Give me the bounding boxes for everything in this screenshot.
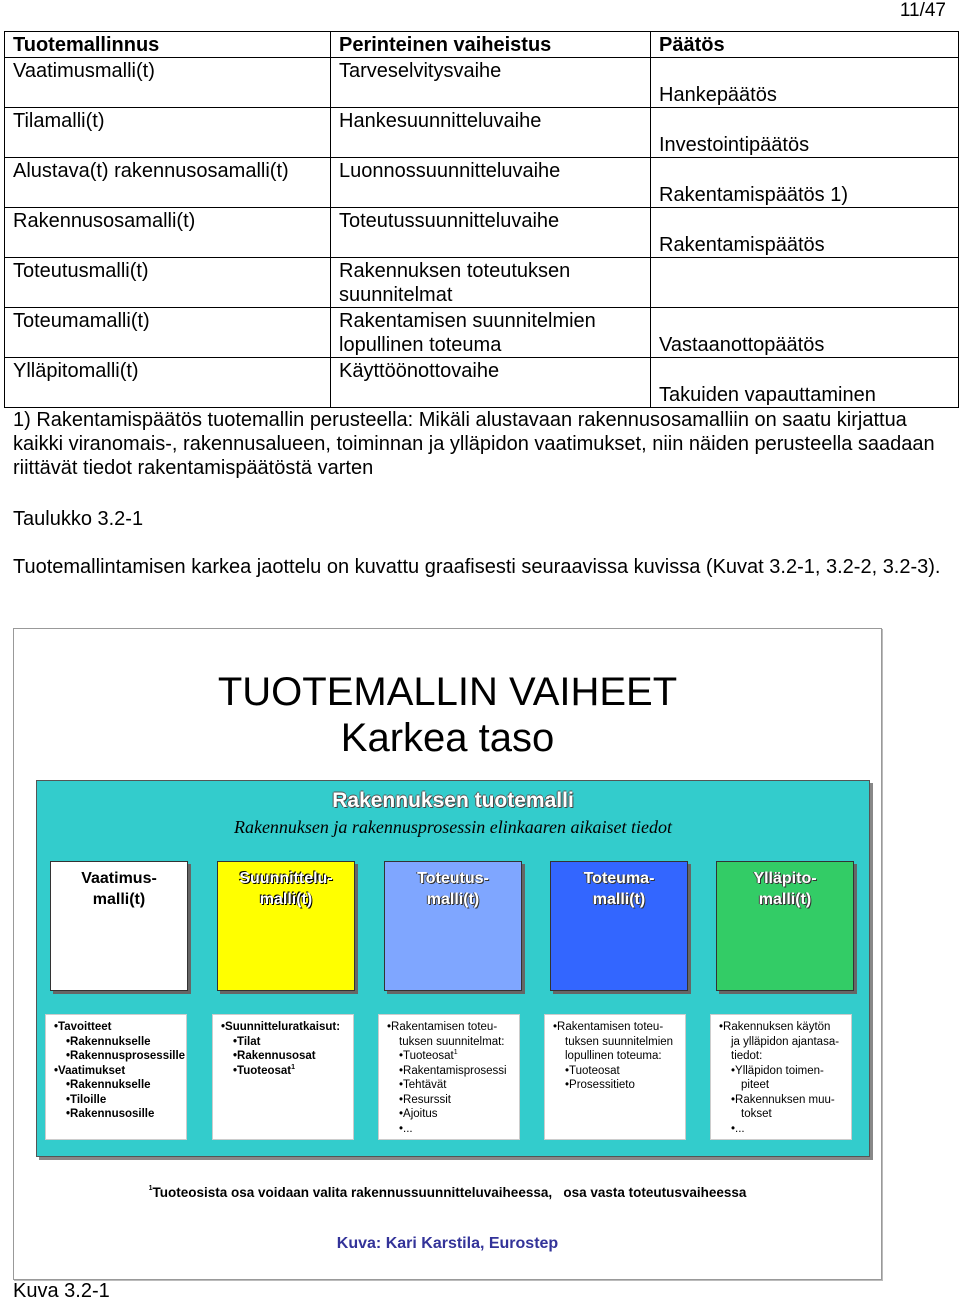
detail-yllapitomalli	[710, 1014, 852, 1140]
card-label-line2: malli(t)	[92, 891, 146, 908]
list-item: • Rakentamisen toteu-	[387, 1020, 515, 1035]
header-vaiheistus: Perinteinen vaiheistus	[331, 32, 651, 58]
decision-cell	[651, 258, 959, 308]
footnote-superscript: 1	[453, 1049, 458, 1056]
list-item: lopullinen toteuma:	[565, 1050, 662, 1062]
phase-cell: Toteutussuunnitteluvaihe	[331, 208, 651, 258]
model-phase-table	[4, 31, 959, 408]
decision-cell: Takuiden vapauttaminen	[651, 358, 959, 408]
list-item: • Rakennusosat	[221, 1049, 349, 1064]
card-label-line1: Ylläpito-	[753, 870, 817, 887]
model-cell: Toteumamalli(t)	[5, 308, 331, 358]
list-item: • Tilat	[221, 1035, 349, 1050]
table-header-row	[5, 32, 959, 58]
figure-caption: Kuva 3.2-1	[13, 1280, 110, 1302]
table-caption: Taulukko 3.2-1	[13, 508, 144, 530]
footnote-superscript: 1	[291, 1063, 296, 1071]
list-item: • ...	[719, 1122, 847, 1137]
phase-cell: Tarveselvitysvaihe	[331, 58, 651, 108]
list-item: tuksen suunnitelmat:	[399, 1035, 505, 1048]
decision-cell: Rakentamispäätös	[651, 208, 959, 258]
model-cell: Alustava(t) rakennusosamalli(t)	[5, 158, 331, 208]
model-cell: Rakennusosamalli(t)	[5, 208, 331, 258]
figure-title	[14, 669, 881, 761]
list-item	[387, 1049, 515, 1064]
table-row	[5, 258, 959, 308]
figure-footnote	[14, 1185, 881, 1200]
list-item-text: Tuoteosat	[237, 1064, 292, 1077]
card-label-line2: malli(t)	[259, 891, 313, 908]
table-row	[5, 58, 959, 108]
list-item: • Vaatimukset	[54, 1064, 182, 1079]
card-label-line2: malli(t)	[592, 891, 646, 908]
list-item: • Rakennuksen käytön	[719, 1020, 847, 1035]
header-tuotemallinnus: Tuotemallinnus	[5, 32, 331, 58]
list-item: tokset	[741, 1108, 772, 1120]
card-label-line1: Toteuma-	[583, 870, 655, 887]
list-item: • Suunnitteluratkaisut:	[221, 1020, 349, 1035]
list-item: • Rakennuksen muu-	[719, 1093, 847, 1108]
detail-vaatimusmalli	[45, 1014, 187, 1140]
list-item-text: Tuoteosat	[403, 1050, 454, 1062]
table-row	[5, 158, 959, 208]
card-label-line2: malli(t)	[426, 891, 480, 908]
list-item: • Rakentamisen toteu-	[553, 1020, 681, 1035]
card-label-line2: malli(t)	[758, 891, 812, 908]
card-label-line1: Toteutus-	[417, 870, 489, 887]
header-paatos: Päätös	[651, 32, 959, 58]
panel-title: Rakennuksen tuotemalli	[332, 789, 574, 812]
table-row	[5, 358, 959, 408]
table-row	[5, 208, 959, 258]
detail-toteutusmalli	[378, 1014, 520, 1140]
list-item: • Ajoitus	[387, 1107, 515, 1122]
detail-suunnittelumalli	[212, 1014, 354, 1140]
list-item: • Rakennukselle	[54, 1035, 182, 1050]
card-toteumamalli	[550, 861, 688, 991]
phase-cell: Käyttöönottovaihe	[331, 358, 651, 408]
model-cell: Vaatimusmalli(t)	[5, 58, 331, 108]
model-cell: Tilamalli(t)	[5, 108, 331, 158]
list-item: piteet	[741, 1079, 770, 1091]
table-footnote: 1) Rakentamispäätös tuotemallin perusteella: Mikäli alustavaan rakennusosamalliin on saatu kirjattua kaikki viranomais-, rakennusalueen, toiminnan ja ylläpidon vaatimukset, niin näiden perusteella saadaan riittävät tiedot rakentamispäätöstä varten	[13, 409, 935, 479]
detail-toteumamalli	[544, 1014, 686, 1140]
decision-cell: Investointipäätös	[651, 108, 959, 158]
phase-cell: Rakentamisen suunnitelmien lopullinen toteuma	[331, 308, 651, 358]
panel-subtitle: Rakennuksen ja rakennusprosessin elinkaaren aikaiset tiedot	[233, 817, 673, 837]
figure-title-line1: TUOTEMALLIN VAIHEET	[217, 670, 678, 714]
list-item: • Rakennusprosessille	[54, 1049, 182, 1064]
list-item: • Resurssit	[387, 1093, 515, 1108]
list-item: tiedot:	[731, 1050, 763, 1062]
figure-product-model-phases	[13, 628, 882, 1280]
list-item: • Rakennukselle	[54, 1078, 182, 1093]
model-cell: Toteutusmalli(t)	[5, 258, 331, 308]
product-model-panel	[36, 780, 870, 1157]
list-item: ja ylläpidon ajantasa-	[731, 1035, 840, 1048]
list-item: • ...	[387, 1122, 515, 1137]
figure-title-line2: Karkea taso	[340, 716, 555, 760]
figure-footnote-text: Tuoteosista osa voidaan valita rakennussuunnitteluvaiheessa, osa vasta toteutusvaiheessa	[152, 1185, 747, 1200]
list-item: • Prosessitieto	[553, 1078, 681, 1093]
list-item: • Tehtävät	[387, 1078, 515, 1093]
body-paragraph: Tuotemallintamisen karkea jaottelu on kuvattu graafisesti seuraavissa kuvissa (Kuvat 3.2-1, 3.2-2, 3.2-3).	[13, 556, 941, 578]
list-item	[221, 1064, 349, 1079]
list-item: • Rakennusosille	[54, 1107, 182, 1122]
table-row	[5, 308, 959, 358]
list-item: • Tiloille	[54, 1093, 182, 1108]
page-number: 11/47	[899, 0, 946, 21]
card-suunnittelumalli	[217, 861, 355, 991]
decision-cell: Vastaanottopäätös	[651, 308, 959, 358]
phase-cell: Rakennuksen toteutuksen suunnitelmat	[331, 258, 651, 308]
list-item: • Tuoteosat	[553, 1064, 681, 1079]
list-item: tuksen suunnitelmien	[565, 1035, 674, 1048]
card-label-line1: Vaatimus-	[81, 870, 157, 887]
decision-cell: Rakentamispäätös 1)	[651, 158, 959, 208]
model-cell: Ylläpitomalli(t)	[5, 358, 331, 408]
card-label-line1: Suunnittelu-	[239, 870, 333, 887]
list-item: • Ylläpidon toimen-	[719, 1064, 847, 1079]
card-yllapitomalli	[716, 861, 854, 991]
card-vaatimusmalli	[50, 861, 188, 991]
card-toteutusmalli	[384, 861, 522, 991]
phase-cell: Luonnossuunnitteluvaihe	[331, 158, 651, 208]
decision-cell: Hankepäätös	[651, 58, 959, 108]
figure-credit: Kuva: Kari Karstila, Eurostep	[336, 1235, 559, 1252]
footnote-mark: 1	[148, 1185, 153, 1192]
list-item: • Rakentamisprosessi	[387, 1064, 515, 1079]
phase-cell: Hankesuunnitteluvaihe	[331, 108, 651, 158]
table-row	[5, 108, 959, 158]
list-item: • Tavoitteet	[54, 1020, 182, 1035]
